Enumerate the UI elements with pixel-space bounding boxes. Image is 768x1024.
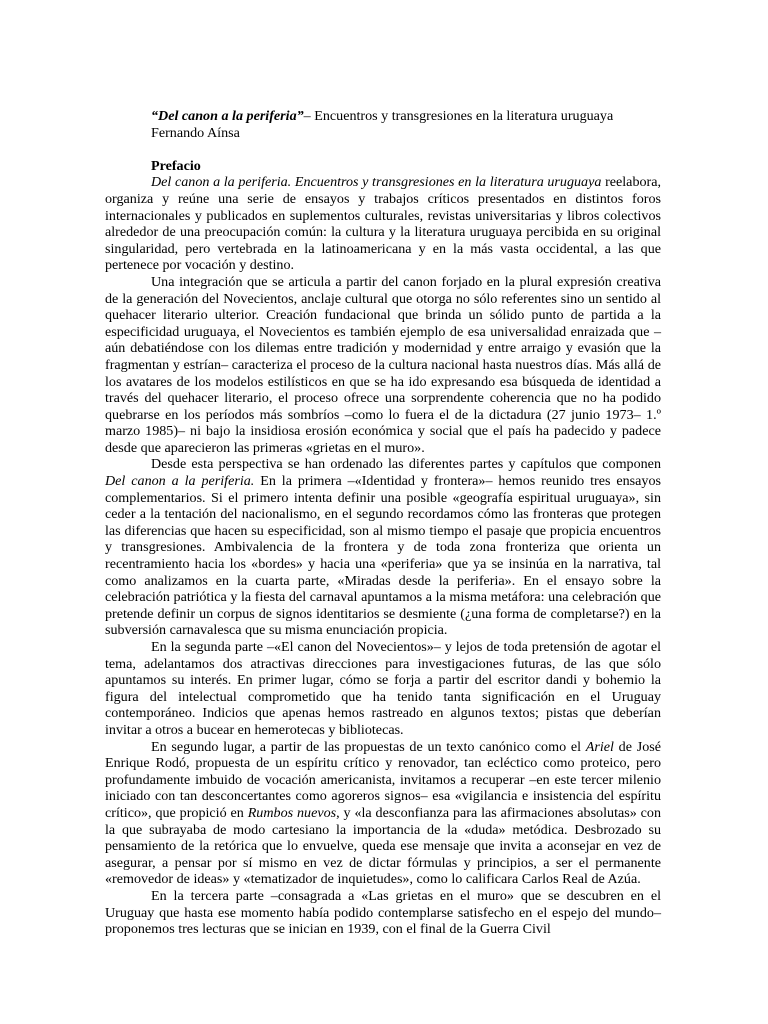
- italic-run: Del canon a la periferia. Encuentros y transgresiones en la literatura uruguaya: [151, 174, 602, 191]
- body-text: [105, 174, 661, 937]
- body-paragraph: [105, 888, 661, 938]
- italic-run: Ariel: [585, 738, 614, 755]
- text-run: Desde esta perspectiva se han ordenado las diferentes partes y capítulos que componen: [151, 456, 661, 473]
- text-run: En la segunda parte –«El canon del Novecientos»– y lejos de toda pretensión de agotar el tema, adelantamos dos atractivas direcciones para investigaciones futuras, de las que sólo apuntamos su interés. En primer lugar, cómo se forja a partir del escritor dandi y bohemio la figura del intelectual comprometido que ha tenido tanta significación en el Uruguay contemporáneo. Indicios que apenas hemos rastreado en algunos textos; pistas que deberían invitar a otros a bucear en hemerotecas y bibliotecas.: [105, 639, 661, 738]
- text-run: En la primera –«Identidad y frontera»– hemos reunido tres ensayos complementarios. Si el primero intenta definir una posible «geografía espiritual uruguaya», sin ceder a la tentación del nacionalismo, en el segundo recordamos cómo las fronteras que protegen las diferencias que hacen su especificidad, son al mismo tiempo el pasaje que propicia encuentros y transgresiones. Ambivalencia de la frontera y de toda zona fronteriza que orienta un recentramiento hacia los «bordes» y hacia una «periferia» que ya se insinúa en la narrativa, tal como analizamos en la cuarta parte, «Miradas desde la periferia». En el ensayo sobre la celebración patriótica y la fiesta del carnaval apuntamos a la misma metáfora: una celebración que pretende definir un corpus de signos identitarios se desmiente (¿una forma de completarse?) en la subversión carnavalesca que su misma enunciación propicia.: [105, 473, 661, 639]
- section-heading: Prefacio: [151, 157, 201, 174]
- document-page: [105, 108, 661, 938]
- body-paragraph: [105, 174, 661, 274]
- body-paragraph: [105, 456, 661, 639]
- text-run: , y «la desconfianza para las afirmaciones absolutas» con la que subrayaba de modo cartesiano la importancia de la «duda» metódica. Desbrozado su pensamiento de la retórica que lo envuelve, queda ese mensaje que invita a aconsejar en vez de asegurar, a pensar por sí mismo en vez de dictar fórmulas y principios, a ser el permanente «removedor de ideas» y «tematizador de inquietudes», como lo calificara Carlos Real de Azúa.: [105, 804, 661, 888]
- body-paragraph: [105, 639, 661, 739]
- text-run: Una integración que se articula a partir del canon forjado en la plural expresión creativa de la generación del Novecientos, anclaje cultural que otorga no sólo referentes sino un sentido al quehacer literario ulterior. Creación fundacional que brinda un sólido punto de partida a la especificidad uruguaya, el Novecientos es también ejemplo de esa universalidad enraizada que –aún debatiéndose con los dilemas entre tradición y modernidad y entre arraigo y evasión que la fragmentan y estrían– caracteriza el proceso de la cultura nacional hasta nuestros días. Más allá de los avatares de los modelos estilísticos en que se ha ido expresando esa búsqueda de identidad a través del quehacer literario, el proceso ofrece una sorprendente coherencia que no ha podido quebrarse en los períodos más sombríos –como lo fuera el de la dictadura (27 junio 1973– 1.º marzo 1985)– ni bajo la insidiosa erosión económica y social que el país ha padecido y padece desde que aparecieron las primeras «grietas en el muro».: [105, 273, 661, 456]
- text-run: En segundo lugar, a partir de las propuestas de un texto canónico como el: [151, 738, 586, 755]
- italic-run: Rumbos nuevos: [247, 804, 337, 821]
- italic-run: Del canon a la periferia.: [105, 473, 255, 490]
- body-paragraph: [105, 739, 661, 888]
- document-title: [105, 108, 661, 125]
- text-run: reelabora, organiza y reúne una serie de ensayos y trabajos críticos presentados en distintos foros internacionales y publicados en suplementos culturales, revistas universitarias y libros colectivos alrededor de una preocupación común: la cultura y la literatura uruguaya percibida en su original singularidad, pero vertebrada en la latinoamericana y en la más vasta occidental, a las que pertenece por vocación y destino.: [105, 174, 662, 274]
- title-italic: “Del canon a la periferia”: [151, 108, 304, 124]
- body-paragraph: [105, 274, 661, 457]
- text-run: En la tercera parte –consagrada a «Las grietas en el muro» que se descubren en el Uruguay que hasta ese momento había podido contemplarse satisfecho en el espejo del mundo– proponemos tres lecturas que se inician en 1939, con el final de la Guerra Civil: [105, 887, 661, 938]
- document-author: Fernando Aínsa: [151, 124, 240, 141]
- text-run: de José Enrique Rodó, propuesta de un espíritu crítico y renovador, tan ecléctico como proteico, pero profundamente imbuido de vocación americanista, invitamos a recuperar –en este tercer milenio iniciado con tan desconcertantes como agoreros signos– esa «vigilancia e insistencia del espíritu crítico», que propició en: [105, 738, 661, 821]
- title-subtitle: – Encuentros y transgresiones en la literatura uruguaya: [303, 108, 614, 124]
